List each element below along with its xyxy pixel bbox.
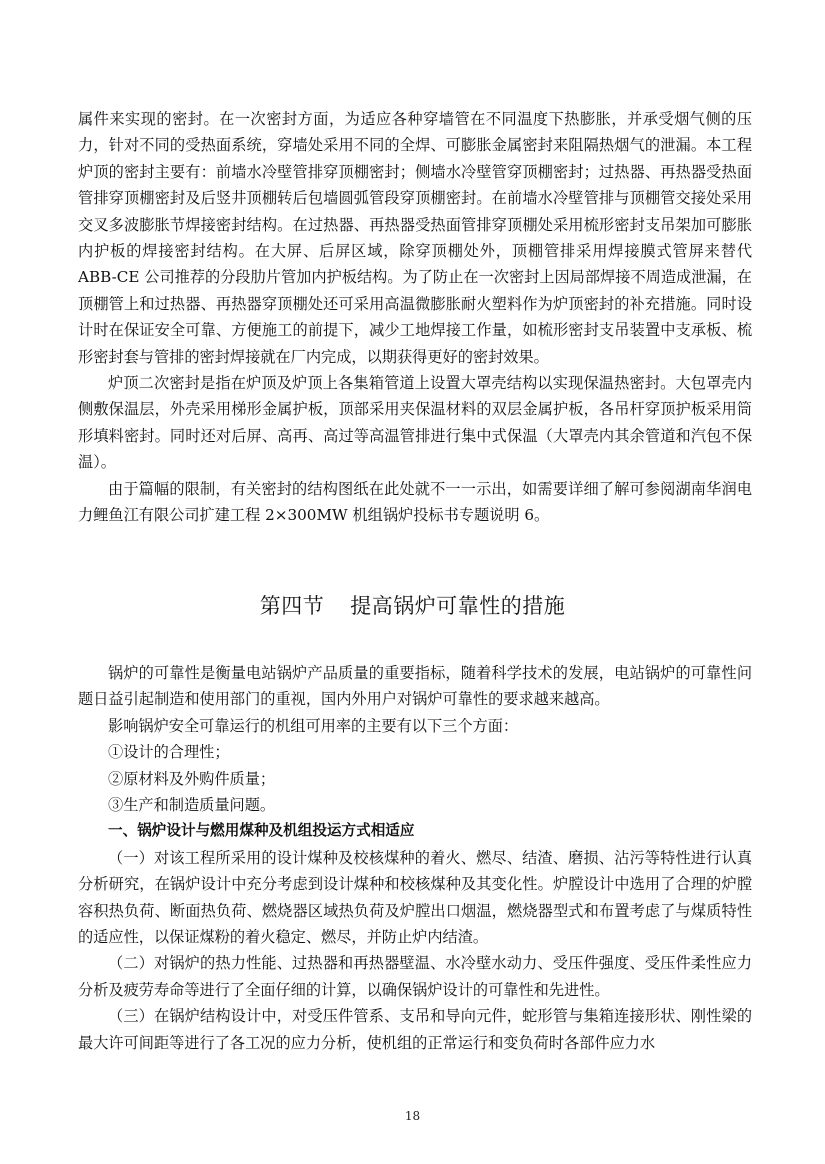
top-text-block	[78, 106, 752, 529]
list-item: ③生产和制造质量问题。	[108, 796, 276, 815]
paragraph-item-3: （三）在锅炉结构设计中，对受压件管系、支吊和导向元件，蛇形管与集箱连接形状、刚性梁的最大许可间距等进行了各工况的应力分析，使机组的正常运行和变负荷时各部件应力水	[78, 1007, 752, 1052]
list-item: ①设计的合理性；	[108, 743, 230, 762]
paragraph-intro: 锅炉的可靠性是衡量电站锅炉产品质量的重要指标，随着科学技术的发展，电站锅炉的可靠性问题日益引起制造和使用部门的重视，国内外用户对锅炉可靠性的要求越来越高。	[78, 664, 752, 709]
bottom-text-block	[78, 660, 752, 1056]
section-heading	[0, 590, 825, 620]
page-number: 18	[404, 1109, 421, 1123]
list-item: ②原材料及外购件质量；	[108, 769, 276, 788]
paragraph-item-1: （一）对该工程所采用的设计煤种及校核煤种的着火、燃尽、结渣、磨损、沾污等特性进行认真分析研究，在锅炉设计中充分考虑到设计煤种和校核煤种及其变化性。炉膛设计中选用了合理的炉膛容积热负荷、断面热负荷、燃烧器区域热负荷及炉膛出口烟温，燃烧器型式和布置考虑了与煤质特性的适应性，以保证煤粉的着火稳定、燃尽，并防止炉内结渣。	[78, 848, 752, 947]
paragraph-reference-note: 由于篇幅的限制，有关密封的结构图纸在此处就不一一示出，如需要详细了解可参阅湖南华润电力鲤鱼江有限公司扩建工程 2×300MW 机组锅炉投标书专题说明 6。	[78, 479, 752, 525]
paragraph-secondary-seal: 炉顶二次密封是指在炉顶及炉顶上各集箱管道上设置大罩壳结构以实现保温热密封。大包罩壳内侧敷保温层，外壳采用梯形金属护板，顶部采用夹保温材料的双层金属护板，各吊杆穿顶护板采用筒形填料密封。同时还对后屏、高再、高过等高温管排进行集中式保温（大罩壳内其余管道和汽包不保温）。	[78, 374, 752, 472]
paragraph-item-2: （二）对锅炉的热力性能、过热器和再热器壁温、水冷壁水动力、受压件强度、受压件柔性应力分析及疲劳寿命等进行了全面仔细的计算，以确保锅炉设计的可靠性和先进性。	[78, 954, 752, 999]
subheading: 一、锅炉设计与燃用煤种及机组投运方式相适应	[108, 822, 415, 840]
section-number: 第四节	[259, 594, 325, 618]
section-title: 提高锅炉可靠性的措施	[350, 594, 566, 618]
paragraph-lead: 影响锅炉安全可靠运行的机组可用率的主要有以下三个方面：	[108, 716, 519, 735]
paragraph-seal-continuation: 属件来实现的密封。在一次密封方面，为适应各种穿墙管在不同温度下热膨胀，并承受烟气侧的压力，针对不同的受热面系统，穿墙处采用不同的全焊、可膨胀金属密封来阻隔热烟气的泄漏。本工程炉顶的密封主要有：前墙水冷壁管排穿顶棚密封；侧墙水冷壁管穿顶棚密封；过热器、再热器受热面管排穿顶棚密封及后竖井顶棚转后包墙圆弧管段穿顶棚密封。在前墙水冷壁管排与顶棚管交接处采用交叉多波膨胀节焊接密封结构。在过热器、再热器受热面管排穿顶棚处采用梳形密封支吊架加可膨胀内护板的焊接密封结构。在大屏、后屏区域，除穿顶棚处外，顶棚管排采用焊接膜式管屏来替代 ABB-CE 公司推荐的分段肋片管加内护板结构。为了防止在一次密封上因局部焊接不周造成泄漏，在顶棚管上和过热器、再热器穿顶棚处还可采用高温微膨胀耐火塑料作为炉顶密封的补充措施。同时设计时在保证安全可靠、方便施工的前提下，减少工地焊接工作量，如梳形密封支吊装置中支承板、梳形密封套与管排的密封焊接就在厂内完成，以期获得更好的密封效果。	[78, 110, 752, 366]
